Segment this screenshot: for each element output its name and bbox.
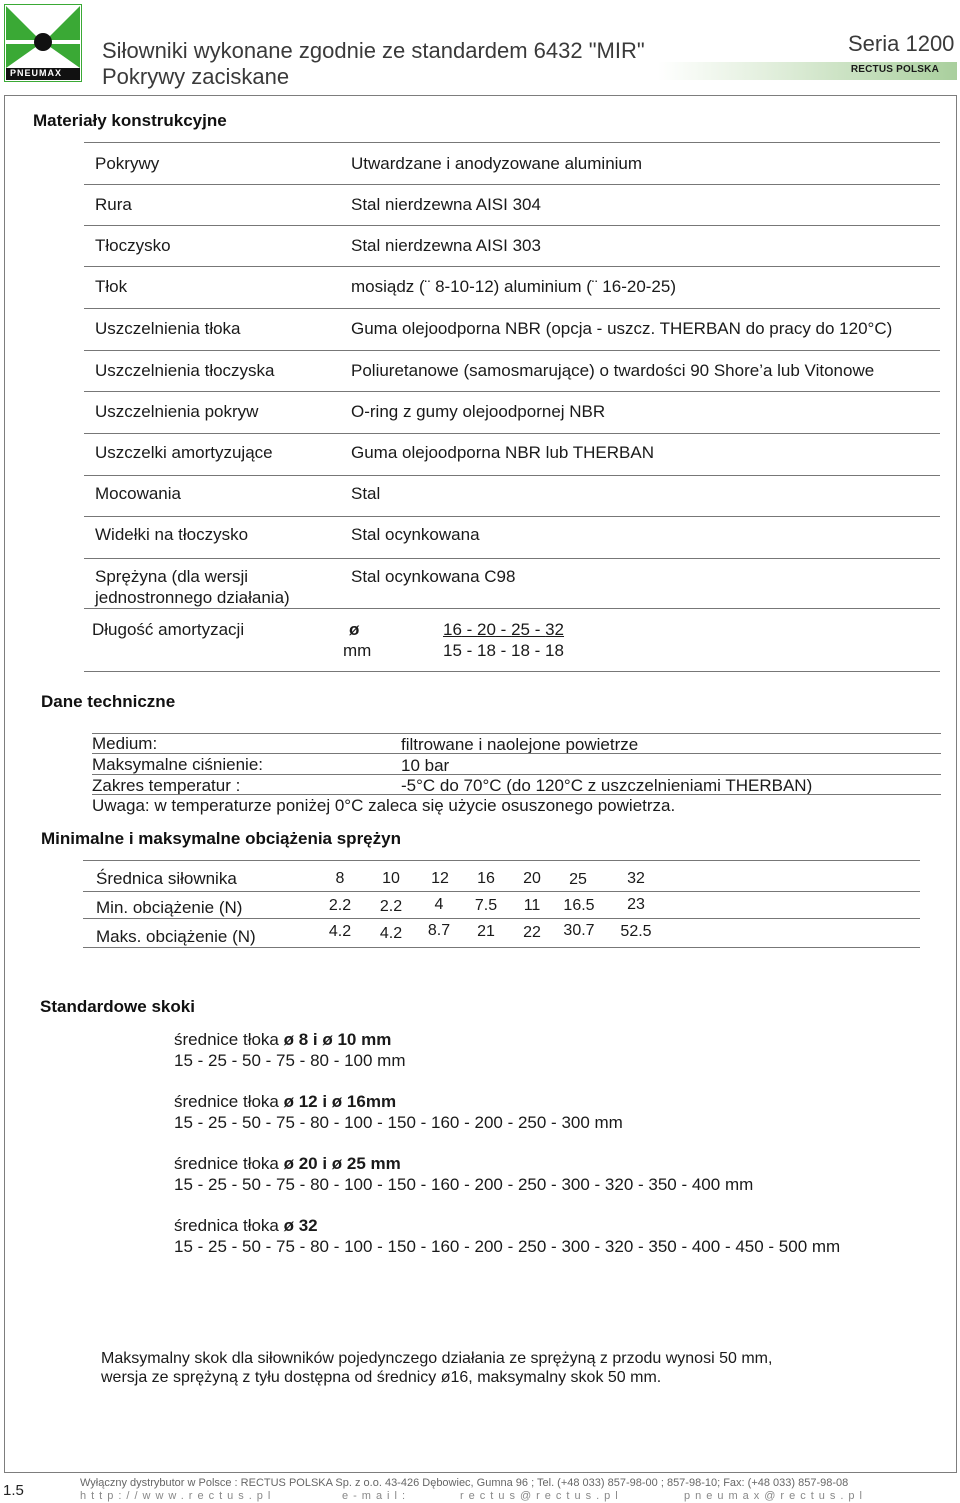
- stroke-group-values: 15 - 25 - 50 - 75 - 80 - 100 - 150 - 160 - 200 - 250 - 300 mm: [174, 1113, 623, 1132]
- spring-max-load: 30.7: [563, 922, 595, 939]
- table-row: [84, 392, 940, 434]
- page-subtitle: Pokrywy zaciskane: [102, 64, 290, 89]
- technical-note: Uwaga: w temperaturze poniżej 0°C zaleca się użycie osuszonego powietrza.: [92, 796, 676, 815]
- divider: [83, 860, 920, 861]
- stroke-group-values: 15 - 25 - 50 - 75 - 80 - 100 - 150 - 160 - 200 - 250 - 300 - 320 - 350 - 400 - 450 - 500 mm: [174, 1237, 841, 1256]
- divider: [83, 918, 920, 919]
- stroke-group-diameters: ø 32: [283, 1216, 318, 1235]
- stroke-group-values: 15 - 25 - 50 - 75 - 80 - 100 mm: [174, 1051, 406, 1070]
- materials-heading: Materiały konstrukcyjne: [33, 111, 227, 130]
- material-label: Uszczelki amortyzujące: [95, 443, 273, 462]
- material-value: Stal: [351, 484, 381, 503]
- material-label: Uszczelnienia pokryw: [95, 402, 259, 421]
- stroke-group-title: [174, 1030, 391, 1050]
- email-label: e-mail:: [342, 1490, 411, 1502]
- stroke-group-prefix: średnica tłoka: [174, 1216, 279, 1235]
- email-link[interactable]: rectus@rectus.pl: [460, 1490, 623, 1502]
- material-value: Guma olejoodporna NBR (opcja - uszcz. THERBAN do pracy do 120°C): [351, 319, 893, 338]
- spring-min-load: 4: [434, 896, 444, 913]
- table-row: [84, 184, 940, 226]
- stroke-group-diameters: ø 20 i ø 25 mm: [283, 1154, 401, 1173]
- distributor-line: Wyłączny dystrybutor w Polsce : RECTUS POLSKA Sp. z o.o. 43-426 Dębowiec, Gumna 96 ; Tel. (+48 033) 857-98-00 ; 857-98-10; Fax: (+48 033) 857-98-08: [80, 1477, 849, 1489]
- divider: [92, 794, 941, 795]
- stroke-group-diameters: ø 8 i ø 10 mm: [283, 1030, 392, 1049]
- spring-min-load: 2.2: [379, 898, 403, 915]
- email-link[interactable]: pneumax@rectus.pl: [684, 1490, 867, 1502]
- stroke-group-prefix: średnice tłoka: [174, 1154, 279, 1173]
- material-label: Rura: [95, 195, 132, 214]
- cushion-unit: mm: [343, 641, 372, 660]
- stroke-group-diameters: ø 12 i ø 16mm: [283, 1092, 397, 1111]
- cushion-label: Długość amortyzacji: [92, 620, 245, 639]
- page-title: Siłowniki wykonane zgodnie ze standardem 6432 "MIR": [102, 38, 645, 63]
- spring-min-load: 11: [523, 897, 541, 914]
- cushion-diameters: [443, 620, 564, 640]
- table-row: [84, 434, 940, 476]
- stroke-group-title: [174, 1154, 401, 1174]
- spring-min-load: 16.5: [563, 897, 595, 914]
- spring-diameter: 20: [523, 870, 541, 887]
- material-label: Uszczelnienia tłoka: [95, 319, 241, 338]
- strokes-heading: Standardowe skoki: [40, 997, 195, 1016]
- material-label: Mocowania: [95, 484, 181, 503]
- stroke-note-continued: wersja ze sprężyną z tyłu dostępna od średnicy ø16, maksymalny skok 50 mm.: [101, 1369, 662, 1386]
- medium-value: filtrowane i naolejone powietrze: [401, 735, 639, 754]
- pressure-label: Maksymalne ciśnienie:: [92, 755, 264, 774]
- stroke-group-prefix: średnice tłoka: [174, 1092, 279, 1111]
- divider: [83, 891, 920, 892]
- springs-heading: Minimalne i maksymalne obciążenia sprężyn: [41, 829, 401, 848]
- spring-row-label: Średnica siłownika: [96, 869, 237, 888]
- table-row: [84, 517, 940, 559]
- spring-max-load: 4.2: [328, 923, 352, 940]
- material-label: Tłoczysko: [95, 236, 171, 255]
- stroke-note: Maksymalny skok dla siłowników pojedynczego działania ze sprężyną z przodu wynosi 50 mm,: [101, 1350, 773, 1367]
- material-value: Stal ocynkowana: [351, 525, 480, 544]
- spring-max-load: 8.7: [427, 922, 451, 939]
- table-row: [84, 267, 940, 309]
- material-label: Pokrywy: [95, 154, 160, 173]
- cushion-diameter: 32: [545, 620, 565, 639]
- technical-heading: Dane techniczne: [41, 692, 176, 711]
- spring-diameter: 8: [335, 870, 345, 887]
- distributor-tag: RECTUS POLSKA: [850, 64, 939, 75]
- material-value: O-ring z gumy olejoodpornej NBR: [351, 402, 606, 421]
- spring-min-load: 23: [627, 896, 645, 913]
- page-number: 1.5: [3, 1482, 24, 1499]
- cushion-separator: -: [461, 620, 478, 639]
- stroke-group-title: [174, 1092, 396, 1112]
- temperature-label: Zakres temperatur :: [92, 776, 241, 795]
- divider: [92, 733, 941, 734]
- medium-label: Medium:: [92, 734, 158, 753]
- material-label: Widełki na tłoczysko: [95, 525, 249, 544]
- stroke-group-values: 15 - 25 - 50 - 75 - 80 - 100 - 150 - 160 - 200 - 250 - 300 - 320 - 350 - 400 mm: [174, 1175, 754, 1194]
- spring-diameter: 32: [627, 870, 645, 887]
- spring-max-load: 22: [523, 924, 541, 941]
- stroke-group-prefix: średnice tłoka: [174, 1030, 279, 1049]
- spring-max-load: 52.5: [620, 923, 652, 940]
- material-label: Uszczelnienia tłoczyska: [95, 361, 275, 380]
- header-green-bar: [658, 62, 957, 80]
- diameter-symbol: ø: [349, 620, 360, 639]
- temperature-value: -5°C do 70°C (do 120°C z uszczelnieniami THERBAN): [401, 776, 813, 795]
- website-link[interactable]: http://www.rectus.pl: [80, 1490, 276, 1502]
- spring-row-label: Min. obciążenie (N): [96, 898, 243, 917]
- spring-diameter: 10: [382, 870, 400, 887]
- table-row: [84, 142, 940, 185]
- spring-max-load: 4.2: [379, 925, 403, 942]
- cushion-diameter: 16: [443, 620, 462, 639]
- spring-max-load: 21: [477, 923, 495, 940]
- spring-diameter: 12: [431, 870, 449, 887]
- divider: [83, 947, 920, 948]
- series-label: Seria 1200: [848, 31, 955, 56]
- table-row: [84, 351, 940, 392]
- table-row: [84, 309, 940, 351]
- material-value: Guma olejoodporna NBR lub THERBAN: [351, 443, 654, 462]
- cushion-diameter: 20: [477, 620, 496, 639]
- cushion-separator: -: [529, 620, 546, 639]
- material-value: Stal nierdzewna AISI 304: [351, 195, 541, 214]
- table-row: [84, 226, 940, 267]
- material-value: Utwardzane i anodyzowane aluminium: [351, 154, 643, 173]
- cushion-diameter: 25: [511, 620, 530, 639]
- spring-row-label: Maks. obciążenie (N): [96, 927, 256, 946]
- material-label: Tłok: [95, 277, 128, 296]
- material-label-continued: jednostronnego działania): [95, 588, 290, 607]
- material-value: mosiądz (¨ 8-10-12) aluminium (¨ 16-20-25): [351, 277, 677, 296]
- cushion-lengths: 15 - 18 - 18 - 18: [443, 641, 564, 660]
- divider: [92, 753, 941, 754]
- divider: [84, 671, 940, 672]
- pressure-value: 10 bar: [401, 756, 450, 775]
- material-value: Poliuretanowe (samosmarujące) o twardości 90 Shore’a lub Vitonowe: [351, 361, 875, 380]
- material-value: Stal ocynkowana C98: [351, 567, 516, 586]
- cushion-separator: -: [495, 620, 512, 639]
- table-row: [84, 559, 940, 609]
- spring-min-load: 2.2: [328, 897, 352, 914]
- spring-min-load: 7.5: [474, 897, 498, 914]
- material-label: Sprężyna (dla wersji: [95, 567, 249, 586]
- spring-diameter: 25: [569, 871, 587, 888]
- logo-text: PNEUMAX: [10, 68, 63, 78]
- divider: [92, 774, 941, 775]
- spring-diameter: 16: [477, 870, 495, 887]
- stroke-group-title: [174, 1216, 318, 1236]
- material-value: Stal nierdzewna AISI 303: [351, 236, 541, 255]
- table-row: [84, 476, 940, 517]
